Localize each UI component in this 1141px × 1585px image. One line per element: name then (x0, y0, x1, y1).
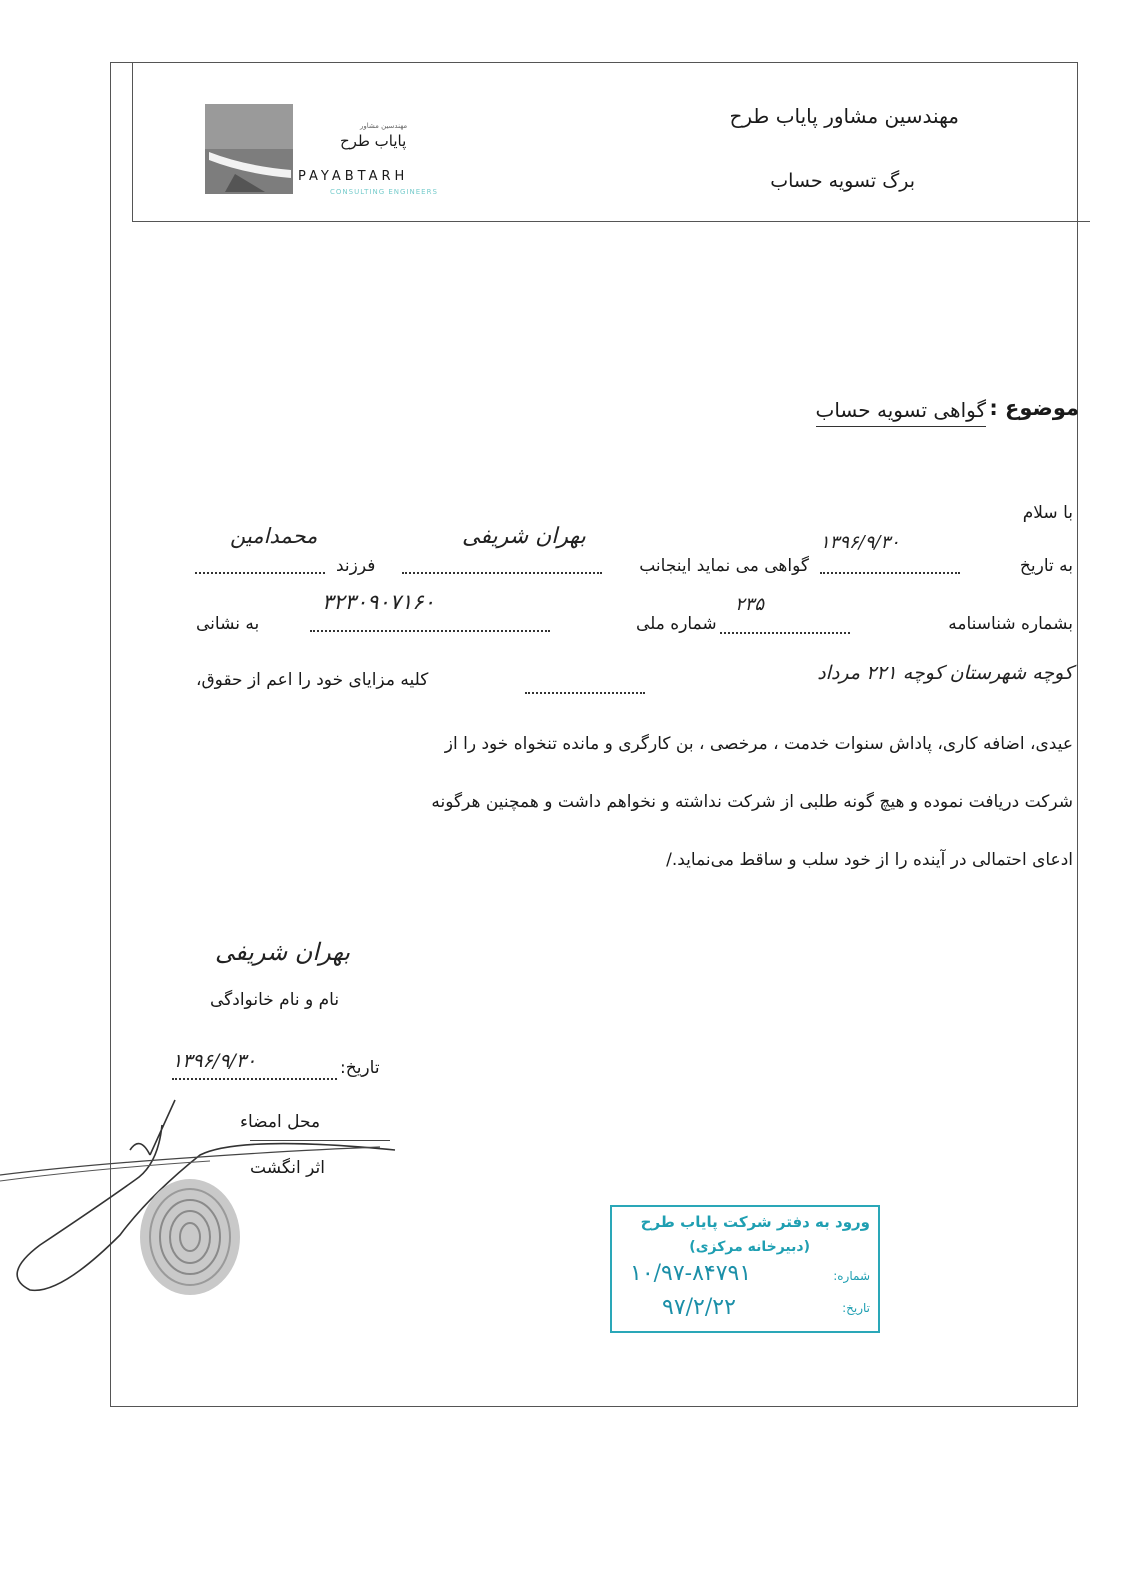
hand-signature-date: ۱۳۹۶/۹/۳۰ (172, 1050, 257, 1072)
hand-name: بهران شریفی (462, 524, 586, 549)
body-line-2-suffix: به نشانی (196, 614, 260, 634)
hand-address: کوچه شهرستان کوچه ۲۲۱ مرداد (817, 662, 1073, 684)
body-line-6: ادعای احتمالی در آینده را از خود سلب و ساقط می‌نماید./ (666, 850, 1073, 870)
stamp-date-value: ۹۷/۲/۲۲ (662, 1295, 736, 1320)
company-logo-image (205, 104, 293, 194)
stamp-number-label: شماره: (833, 1269, 870, 1283)
thumbprint-label: اثر انگشت (250, 1158, 325, 1178)
form-title: برگ تسویه حساب (770, 170, 915, 192)
hand-national-id: ۳۲۳۰۹۰۷۱۶۰ (322, 590, 435, 614)
stamp-title: ورود به دفتر شرکت پایاب طرح (640, 1213, 870, 1231)
hand-date: ۱۳۹۶/۹/۳۰ (820, 532, 900, 553)
hand-father-name: محمدامین (230, 524, 318, 548)
body-line-2-mid: شماره ملی (636, 614, 717, 634)
logo-fa-small: مهندسین مشاور (360, 122, 408, 130)
stamp-date-label: تاریخ: (842, 1301, 870, 1315)
logo-graphic-icon (205, 104, 293, 194)
registry-stamp (610, 1205, 880, 1333)
greeting: با سلام (1022, 503, 1073, 523)
body-line-2-prefix: بشماره شناسنامه (948, 614, 1073, 634)
subject-value: گواهی تسویه حساب (816, 398, 987, 427)
dotted-line (195, 572, 325, 574)
body-line-3-suffix: کلیه مزایای خود را اعم از حقوق، (196, 670, 429, 690)
name-label: نام و نام خانوادگی (210, 990, 340, 1010)
body-line-1-mid: گواهی می نماید اینجانب (639, 556, 809, 576)
body-line-1-suffix: فرزند (336, 556, 376, 576)
hand-id-number: ۲۳۵ (735, 594, 765, 615)
body-line-4: عیدی، اضافه کاری، پاداش سنوات خدمت ، مرخصی ، بن کارگری و مانده تنخواه خود را از (444, 734, 1073, 754)
subject-label: موضوع : (989, 396, 1079, 420)
body-line-5: شرکت دریافت نموده و هیچ گونه طلبی از شرکت نداشته و نخواهم داشت و همچنین هرگونه (431, 792, 1073, 812)
hand-signature-name: بهران شریفی (215, 938, 351, 966)
logo-en-sub: CONSULTING ENGINEERS (330, 188, 438, 196)
date-label: تاریخ: (340, 1058, 380, 1078)
dotted-line (172, 1078, 337, 1080)
body-line-1-prefix: به تاریخ (1019, 556, 1073, 576)
logo-en-name: PAYABTARH (298, 169, 409, 184)
dotted-line (820, 572, 960, 574)
logo-fa-name: پایاب طرح (340, 132, 407, 150)
stamp-number-value: ۱۰/۹۷-۸۴۷۹۱ (630, 1261, 752, 1286)
dotted-line (310, 630, 550, 632)
thumbprint-image (135, 1175, 245, 1300)
sign-place-label: محل امضاء (240, 1112, 321, 1132)
stamp-subtitle: (دبیرخانه مرکزی) (689, 1239, 810, 1255)
dotted-line (402, 572, 602, 574)
thumbprint-icon (135, 1175, 245, 1300)
dotted-line (720, 632, 850, 634)
company-name: مهندسین مشاور پایاب طرح (729, 104, 959, 128)
dotted-line (525, 692, 645, 694)
